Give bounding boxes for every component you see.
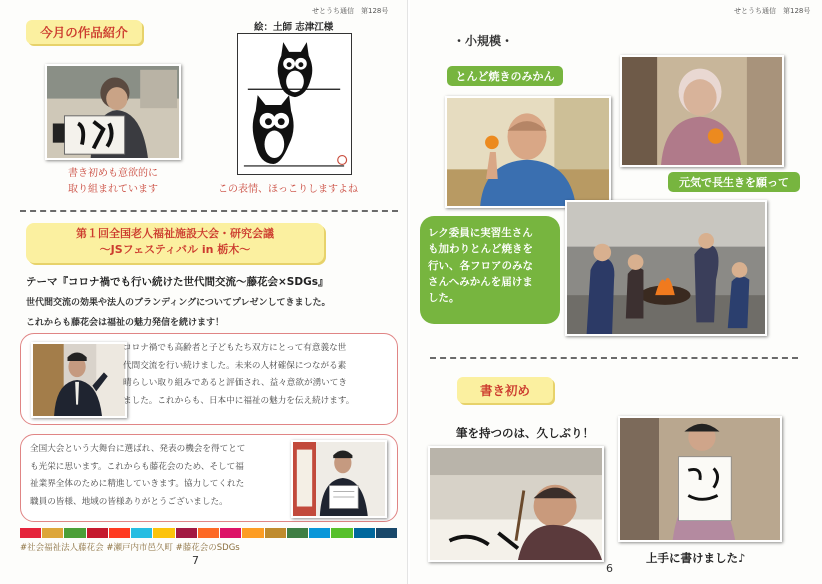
sdg-color-1 [20,528,41,538]
man-mikan-photo [445,96,611,208]
section-label-works: 今月の作品紹介 [26,20,142,44]
box1-line4: ました。これからも、日本中に福祉の魅力を伝え続けます。 [123,395,355,406]
sdg-color-13 [287,528,308,538]
event-title-line2: ～JSフェスティバル in 栃木～ [99,242,251,256]
sdg-color-4 [87,528,108,538]
box2-line4: 職員の皆様、地域の皆様ありがとうございました。 [30,496,228,507]
sdg-color-16 [354,528,375,538]
tondo-description-bubble [420,216,560,324]
hashtags: #社会福祉法人藤花会 #瀬戸内市邑久町 #藤花会のSDGs [20,543,240,553]
brush-writing-photo [428,446,604,562]
sdg-color-8 [176,528,197,538]
box1-line2: 代間交流を行い続けました。未来の人材確保につながる素 [123,360,347,371]
sdg-color-10 [220,528,241,538]
sdg-color-6 [131,528,152,538]
section-label-kakizome: 書き初め [457,377,553,403]
box1-line3: 晴らしい取り組みであると評価され、益々意欲が湧いてき [123,378,347,389]
calligraphy-caption [53,166,173,197]
bubble-line5: した。 [428,292,460,305]
brush-caption: 筆を持つのは、久しぶり！ [456,426,594,440]
presenter-photo [31,342,127,418]
award-photo [291,440,387,518]
label-genki: 元気で長生きを願って [668,172,800,192]
event-title [26,223,324,263]
bonfire-photo [565,200,767,336]
sdg-color-12 [265,528,286,538]
box2-line1: 全国大会という大舞台に選ばれ、発表の機会を得てとて [30,444,246,454]
event-title-line1: 第１回全国老人福祉施設大会・研究会議 [76,227,274,240]
box1-line1: コロナ禍でも高齢者と子どもたち双方にとって有意義な世 [123,343,347,353]
good-writing-caption: 上手に書けました♪ [646,551,746,565]
calligraphy-caption-line2: 取り組まれています [68,183,158,195]
box2-line2: も光栄に思います。これからも藤花会のため、そして福 [30,461,244,472]
woman-portrait-photo [620,55,784,167]
box2-line3: 祉業界全体のために精進していきます。協力してくれた [30,479,245,490]
sdg-color-2 [42,528,63,538]
lead-text-2: これからも藤花会は福祉の魅力発信を続けます！ [26,318,225,328]
section-divider [20,210,398,212]
calligraphy-photo [45,64,181,160]
sdg-color-7 [153,528,174,538]
section-small-scale: ・小規模・ [453,34,514,48]
sdgs-color-bar [20,528,398,538]
presentation-box-text [123,340,395,410]
sdg-color-17 [376,528,397,538]
bubble-line2: も加わりとんど焼きを [428,243,533,256]
left-page [0,0,408,584]
presentation-box [20,333,398,425]
artist-credit: 絵：土師 志津江様 [254,22,334,33]
page-number-right: 6 [606,562,613,575]
right-section-divider [430,357,798,359]
award-box [20,434,398,522]
bubble-line4: さんへみかんを届けま [428,275,533,288]
award-box-text [30,441,290,511]
sdg-color-3 [64,528,85,538]
bubble-line1: レク委員に実習生さん [428,227,533,239]
sdg-color-15 [331,528,352,538]
sdg-color-5 [109,528,130,538]
sdg-color-14 [309,528,330,538]
newsletter-header-right: せとうち通信 第128号 [734,7,811,15]
calligraphy-caption-line1: 書き初めも意欲的に [68,168,158,179]
sdg-color-9 [198,528,219,538]
owl-caption: この表情、ほっこりしますよね [218,184,358,195]
label-tondo-mikan: とんど焼きのみかん [447,66,563,86]
holding-paper-photo [618,416,782,542]
sdg-color-11 [242,528,263,538]
theme-heading: テーマ『コロナ禍でも行い続けた世代間交流～藤花会×SDGs』 [26,276,329,288]
newsletter-header: せとうち通信 第128号 [312,7,389,15]
page-number-left: 7 [192,554,199,567]
owl-drawing [237,33,352,175]
lead-text-1: 世代間交流の効果や法人のブランディングについてプレゼンしてきました。 [26,298,331,308]
bubble-line3: 行い、各フロアのみな [428,259,533,272]
